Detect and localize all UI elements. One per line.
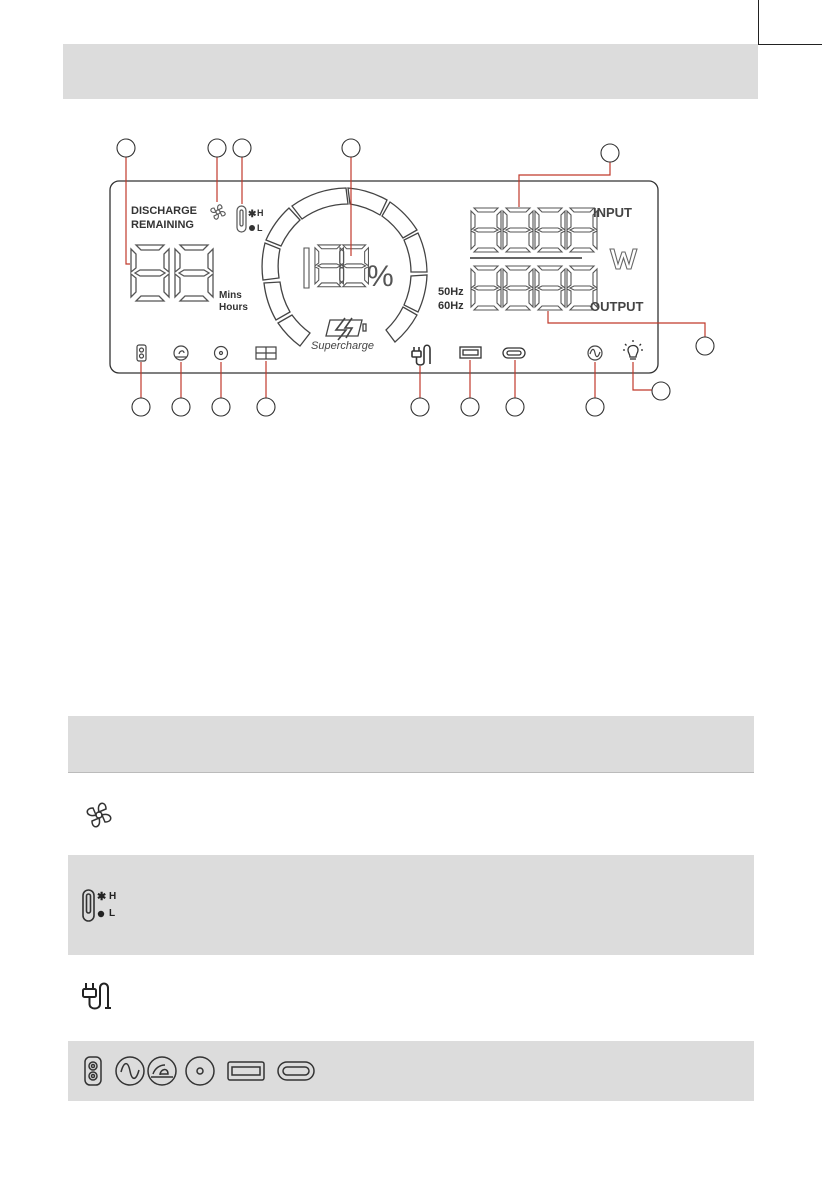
- discharge-label-line1: DISCHARGE: [131, 205, 198, 217]
- lcd-ac-output-icon: [588, 346, 602, 360]
- lcd-dc-dual-icon: [256, 347, 276, 359]
- input-digits: [471, 208, 597, 252]
- output-label: OUTPUT: [590, 299, 644, 314]
- dc-port-icon: [184, 1055, 216, 1087]
- supercharge-logo-icon: [326, 318, 366, 340]
- usb-c-icon: [276, 1060, 316, 1082]
- lcd-temp-icon: [237, 206, 246, 232]
- lcd-wireless-icon: [174, 346, 188, 360]
- lcd-temp-low: L: [257, 223, 263, 233]
- lcd-temp-high: H: [257, 208, 264, 218]
- watt-unit-outline: [610, 249, 637, 269]
- svg-text:✱: ✱: [97, 891, 107, 903]
- lcd-dc-icon: [215, 347, 228, 360]
- usb-a-icon: [226, 1060, 266, 1082]
- lcd-fan-icon: [211, 205, 225, 219]
- svg-text:✱: ✱: [248, 209, 257, 220]
- wireless-charge-icon: [146, 1055, 178, 1087]
- ac-plug-icon: [80, 980, 120, 1012]
- lcd-diagram: [0, 0, 822, 440]
- legend-temp-low: L: [109, 908, 116, 919]
- legend-header-row: [68, 716, 754, 772]
- lcd-ac-plug-icon: [412, 345, 430, 365]
- input-label: INPUT: [593, 205, 632, 220]
- discharge-label-line2: REMAINING: [131, 219, 194, 231]
- legend-row-ports: [68, 1041, 754, 1101]
- car-port-icon: [82, 1055, 104, 1087]
- lcd-usb-a-icon: [460, 347, 481, 358]
- percent-digits: [304, 245, 368, 288]
- percent-sign: %: [367, 260, 394, 293]
- legend-row-temperature: [68, 855, 754, 955]
- freq-50hz: 50Hz: [438, 286, 464, 298]
- lcd-usb-c-icon: [503, 348, 525, 358]
- legend-row-fan: [68, 773, 754, 855]
- output-digits: [471, 266, 597, 310]
- unit-hours: Hours: [219, 302, 248, 313]
- lcd-light-icon: [623, 340, 643, 359]
- fan-icon: [82, 799, 116, 831]
- ac-output-icon: [114, 1055, 146, 1087]
- supercharge-text: Supercharge: [311, 340, 374, 352]
- unit-mins: Mins: [219, 290, 242, 301]
- lcd-car-port-icon: [137, 345, 146, 361]
- legend-temp-high: H: [109, 891, 117, 902]
- time-digits: [131, 245, 213, 301]
- legend-row-ac-plug: [68, 955, 754, 1041]
- freq-60hz: 60Hz: [438, 300, 464, 312]
